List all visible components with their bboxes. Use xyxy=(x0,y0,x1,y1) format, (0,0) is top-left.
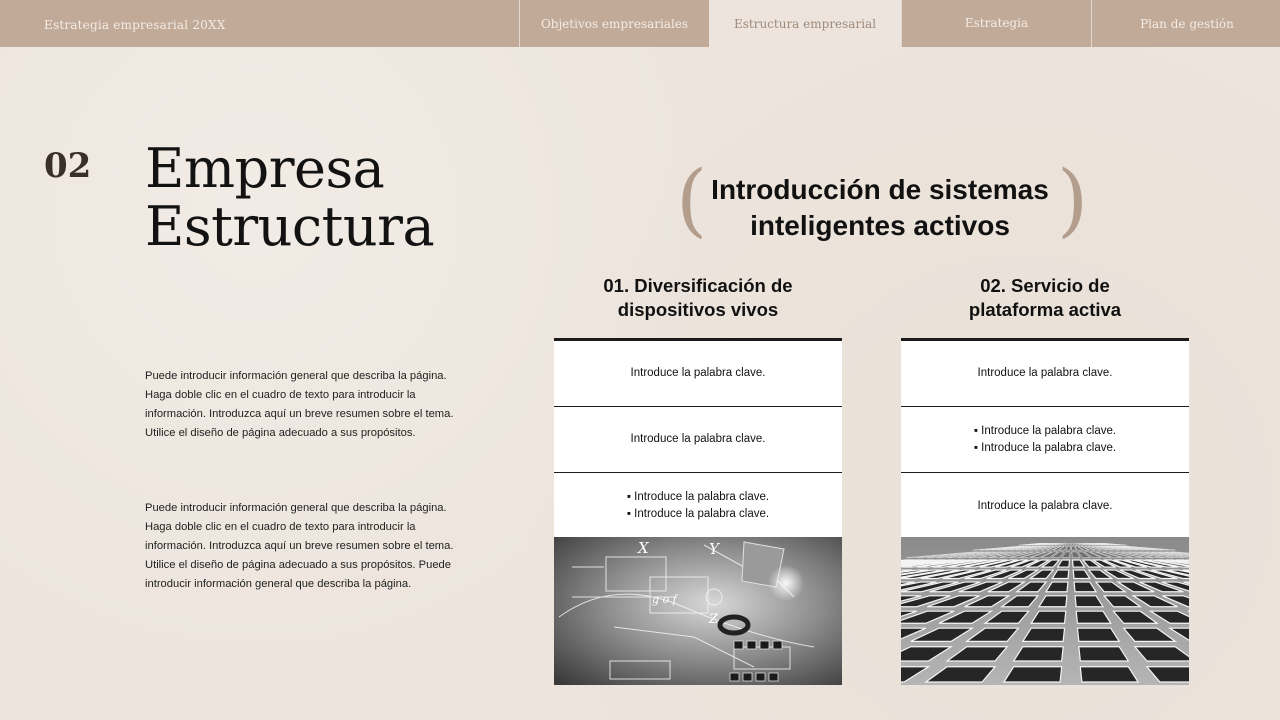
keyword-text: Introduce la palabra clave. xyxy=(630,433,766,445)
keyword-cell xyxy=(554,407,842,473)
section-heading-line1: Introducción de sistemas xyxy=(711,174,1049,205)
section-number: 02 xyxy=(44,146,92,186)
tab-plan-de-gestion[interactable] xyxy=(1091,0,1280,47)
phone-grid-photo xyxy=(901,537,1189,685)
tab-label: Plan de gestión xyxy=(1140,16,1234,31)
body-paragraph-1: Puede introducir información general que describa la página. Haga doble clic en el cuadro de texto para introducir la información. Introduzca aquí un breve resumen sobre el tema. Utilice el diseño de página adecuado a sus propósitos. xyxy=(145,370,454,439)
phone-tile xyxy=(1080,667,1138,682)
close-parenthesis: ) xyxy=(1057,153,1089,246)
column-2-title-line1: 02. Servicio de xyxy=(980,275,1110,296)
phone-tile xyxy=(1014,647,1063,661)
column-2-title-line2: plataforma activa xyxy=(968,299,1122,320)
page-title-line2: Estructura xyxy=(145,195,435,258)
keyword-bullet: ▪ Introduce la palabra clave. xyxy=(626,491,770,503)
page-title-line1: Empresa xyxy=(145,137,385,200)
glyph-x: X xyxy=(638,539,649,557)
tab-label: Objetivos empresariales xyxy=(540,16,689,31)
keyword-bullet: ▪ Introduce la palabra clave. xyxy=(973,441,1117,454)
keyword-text: Introduce la palabra clave. xyxy=(630,367,766,379)
tab-label: Estrategia xyxy=(964,15,1029,30)
brand-title: Estrategia empresarial 20XX xyxy=(44,18,226,32)
phone-tile xyxy=(1079,647,1128,661)
math-formula-illustration xyxy=(554,537,842,685)
tab-estructura-empresarial[interactable] xyxy=(709,0,901,48)
column-1-title-line2: dispositivos vivos xyxy=(617,299,779,320)
keyword-text: Introduce la palabra clave. xyxy=(977,367,1113,379)
phone-tile xyxy=(1004,667,1062,682)
keyword-cell xyxy=(901,473,1189,539)
tab-objetivos-empresariales[interactable] xyxy=(519,0,709,47)
keyword-cell xyxy=(901,407,1189,473)
column-1-keyword-card xyxy=(554,338,842,538)
column-2-title xyxy=(901,274,1189,322)
glyph-gof: g o f xyxy=(652,593,677,606)
tab-label: Estructura empresarial xyxy=(733,17,877,31)
phone-grid-icon xyxy=(901,537,1189,685)
body-paragraph-2: Puede introducir información general que describa la página. Haga doble clic en el cuadro de texto para introducir la información. Introduzca aquí un breve resumen sobre el tema. Utilice el diseño de página adecuado a sus propósitos. Puede introducir información general que describa la página. xyxy=(145,502,454,590)
top-nav-bar xyxy=(0,0,1280,47)
math-formula-photo xyxy=(554,537,842,685)
keyword-cell xyxy=(554,341,842,407)
keyword-text: Introduce la palabra clave. xyxy=(977,499,1113,512)
tab-estrategia[interactable] xyxy=(901,0,1091,47)
column-2-keyword-card xyxy=(901,338,1189,538)
glyph-z: Z xyxy=(709,612,719,627)
section-heading-line2: inteligentes activos xyxy=(750,210,1010,241)
column-1-title-line1: 01. Diversificación de xyxy=(603,275,793,296)
keyword-cell xyxy=(554,473,842,539)
column-1-title xyxy=(554,274,842,322)
open-parenthesis: ( xyxy=(676,153,708,246)
keyword-cell xyxy=(901,341,1189,407)
glyph-y: Y xyxy=(709,540,719,558)
section-heading xyxy=(690,172,1070,244)
keyword-bullet: ▪ Introduce la palabra clave. xyxy=(626,508,770,520)
page-title xyxy=(145,137,505,258)
keyword-bullet: ▪ Introduce la palabra clave. xyxy=(973,424,1117,437)
